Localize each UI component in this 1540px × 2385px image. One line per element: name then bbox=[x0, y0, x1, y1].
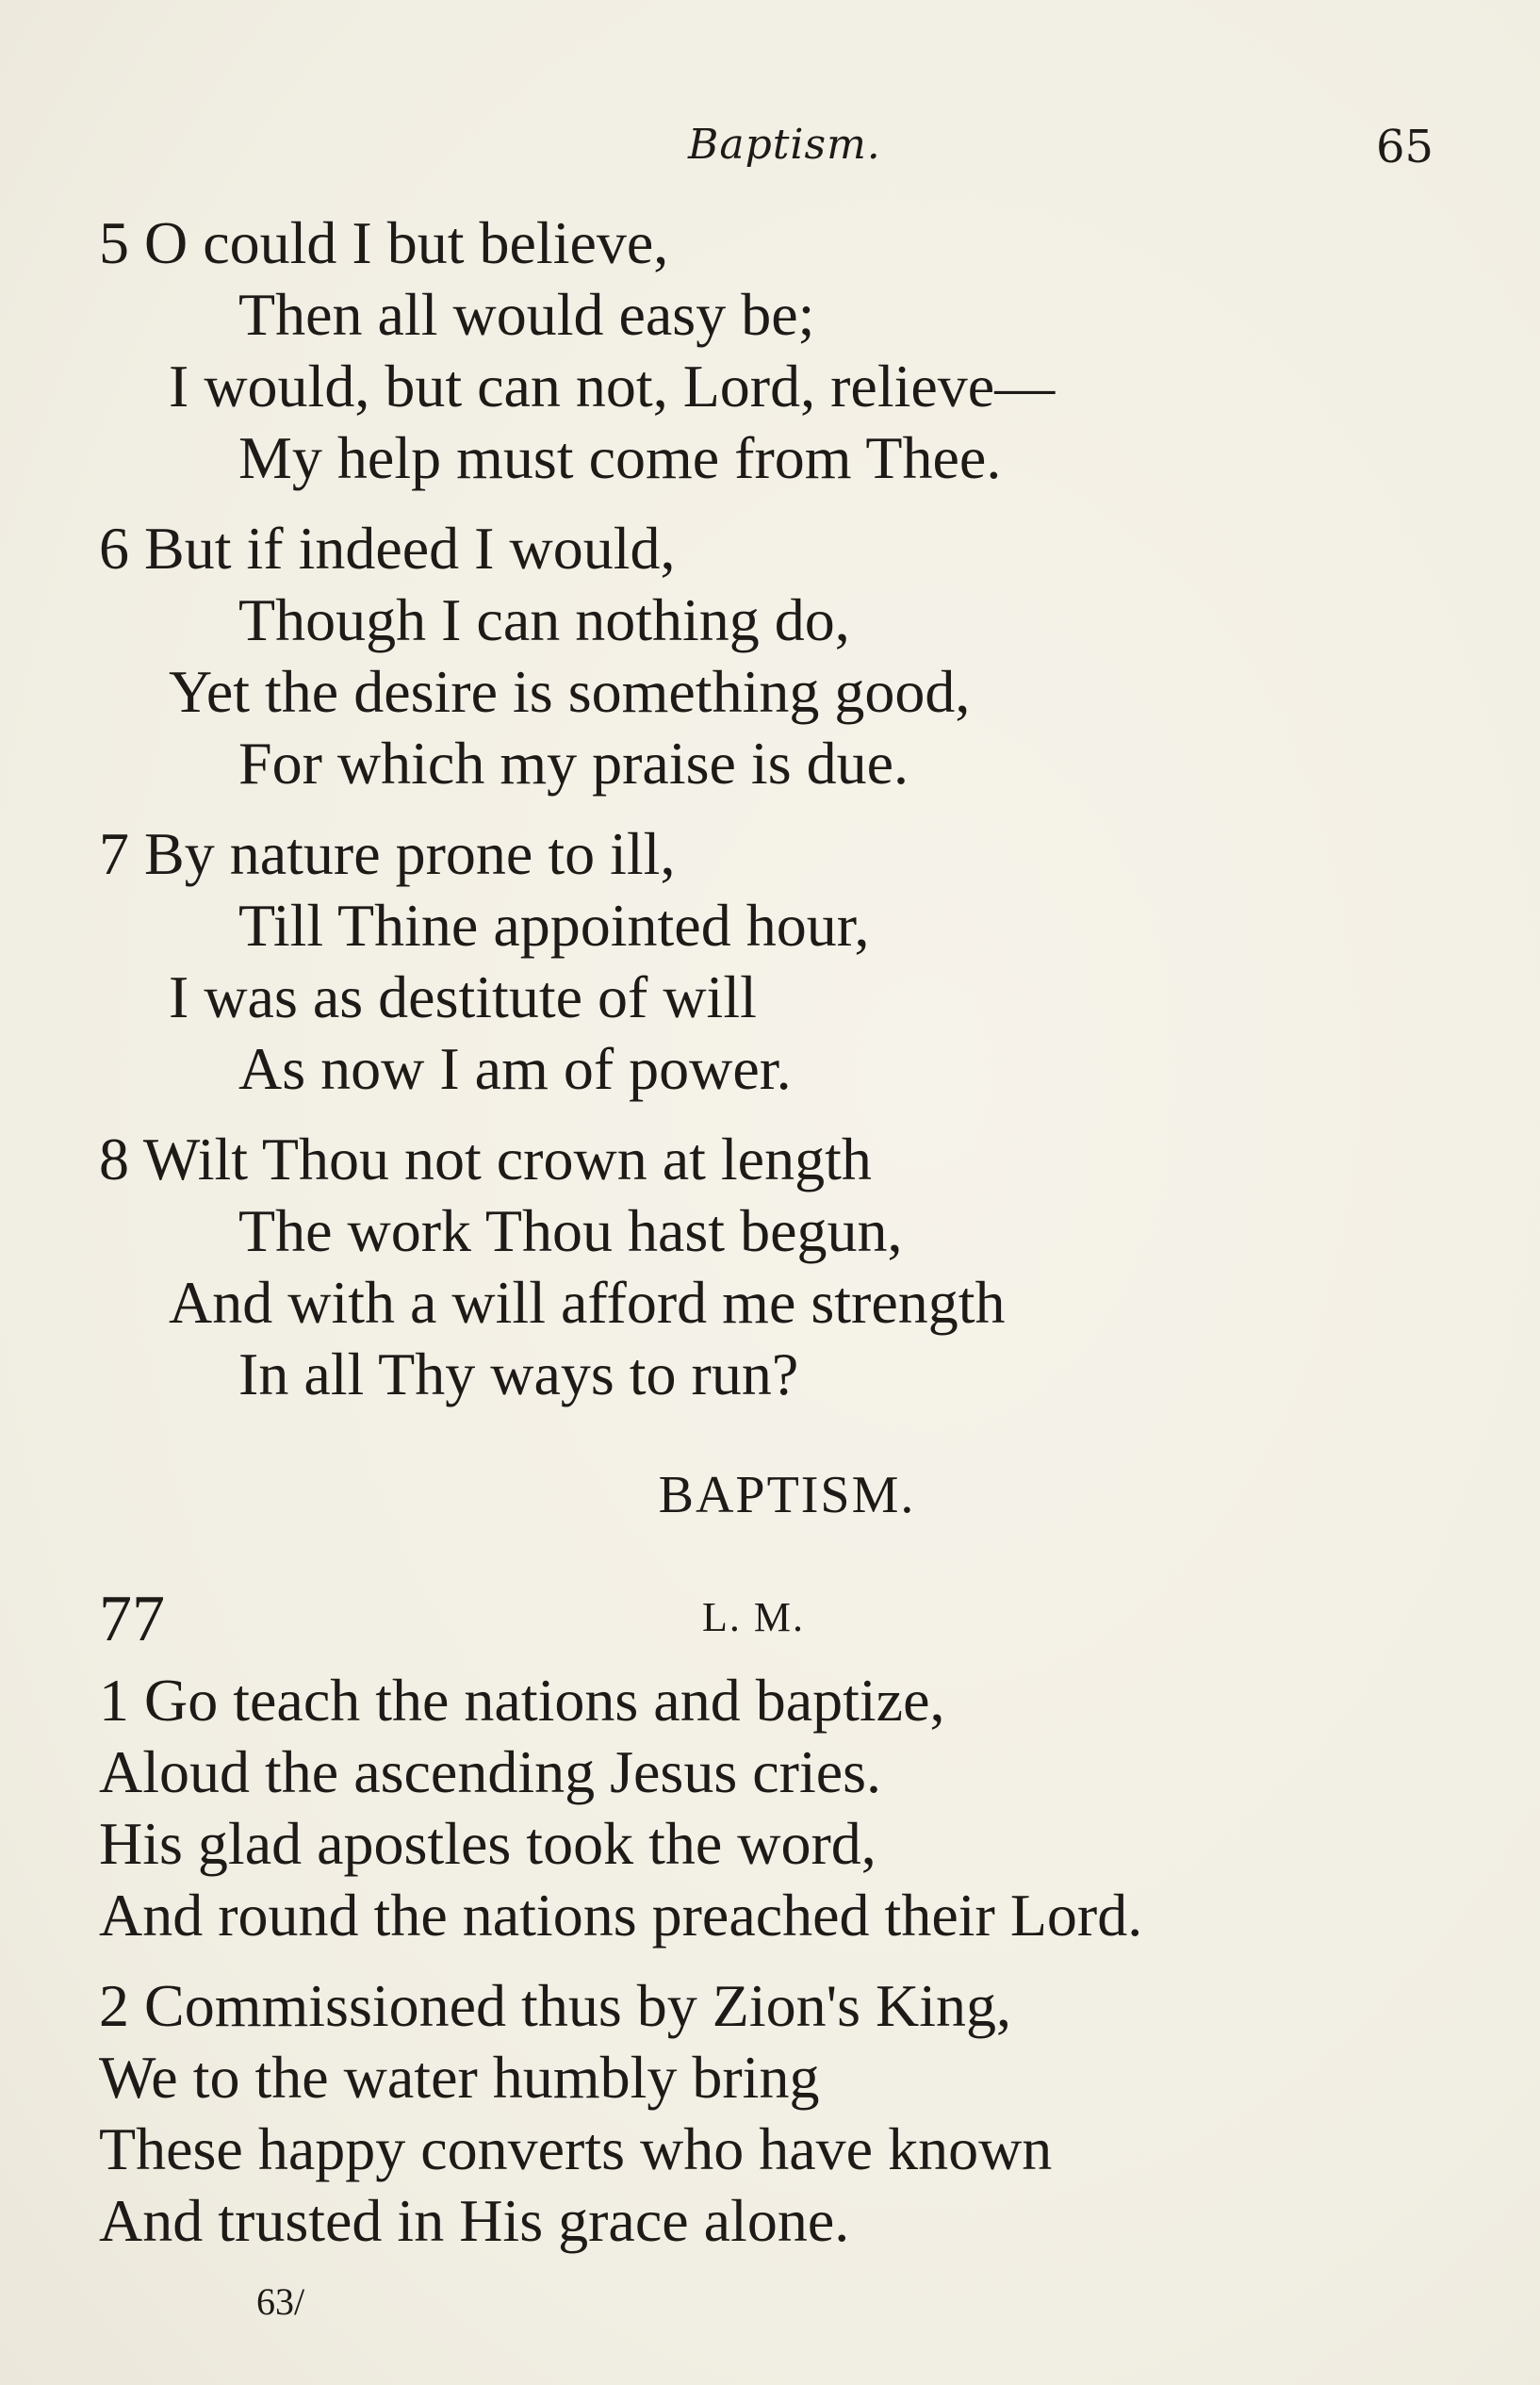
hymn-heading bbox=[99, 1582, 1475, 1661]
signature-mark: 63/ bbox=[256, 2280, 305, 2323]
stanza-line: These happy converts who have known bbox=[99, 2115, 1053, 2182]
stanza-line: Though I can nothing do, bbox=[238, 586, 850, 653]
stanza-line: We to the water humbly bring bbox=[99, 2044, 820, 2111]
stanza-line: 5 O could I but believe, bbox=[99, 209, 669, 276]
stanza-line: Yet the desire is something good, bbox=[169, 658, 971, 725]
stanza-line: For which my praise is due. bbox=[238, 730, 909, 797]
stanza-line: And with a will afford me strength bbox=[169, 1269, 1006, 1336]
stanza-line: My help must come from Thee. bbox=[238, 424, 1002, 491]
stanza-line: I was as destitute of will bbox=[169, 963, 757, 1030]
stanza-7 bbox=[99, 818, 1475, 1105]
stanza-line: His glad apostles took the word, bbox=[99, 1810, 876, 1877]
stanza-8 bbox=[99, 1124, 1475, 1410]
hymn-meter: L. M. bbox=[702, 1594, 805, 1640]
hymn-text bbox=[99, 207, 1475, 2276]
hymn-77-stanza-1 bbox=[99, 1665, 1475, 1951]
stanza-line: 7 By nature prone to ill, bbox=[99, 820, 676, 887]
stanza-5 bbox=[99, 207, 1475, 494]
hymn-number: 77 bbox=[99, 1583, 165, 1655]
stanza-line: 2 Commissioned thus by Zion's King, bbox=[99, 1972, 1012, 2039]
stanza-line: And trusted in His grace alone. bbox=[99, 2187, 850, 2254]
hymn-77-stanza-2 bbox=[99, 1970, 1475, 2257]
stanza-line: Then all would easy be; bbox=[238, 281, 815, 348]
stanza-line: The work Thou hast begun, bbox=[238, 1197, 903, 1264]
section-heading: BAPTISM. bbox=[658, 1466, 916, 1524]
stanza-line: 1 Go teach the nations and baptize, bbox=[99, 1667, 945, 1734]
page-number: 65 bbox=[1376, 121, 1434, 173]
page-header bbox=[0, 121, 1540, 187]
stanza-line: And round the nations preached their Lord. bbox=[99, 1882, 1143, 1949]
running-title: Baptism. bbox=[688, 121, 881, 169]
stanza-line: As now I am of power. bbox=[238, 1035, 792, 1102]
stanza-line: I would, but can not, Lord, relieve— bbox=[169, 353, 1056, 419]
stanza-line: In all Thy ways to run? bbox=[238, 1341, 799, 1407]
stanza-line: Till Thine appointed hour, bbox=[238, 892, 870, 959]
stanza-line: 8 Wilt Thou not crown at length bbox=[99, 1126, 872, 1192]
stanza-6 bbox=[99, 513, 1475, 799]
stanza-line: Aloud the ascending Jesus cries. bbox=[99, 1738, 882, 1805]
stanza-line: 6 But if indeed I would, bbox=[99, 515, 676, 582]
